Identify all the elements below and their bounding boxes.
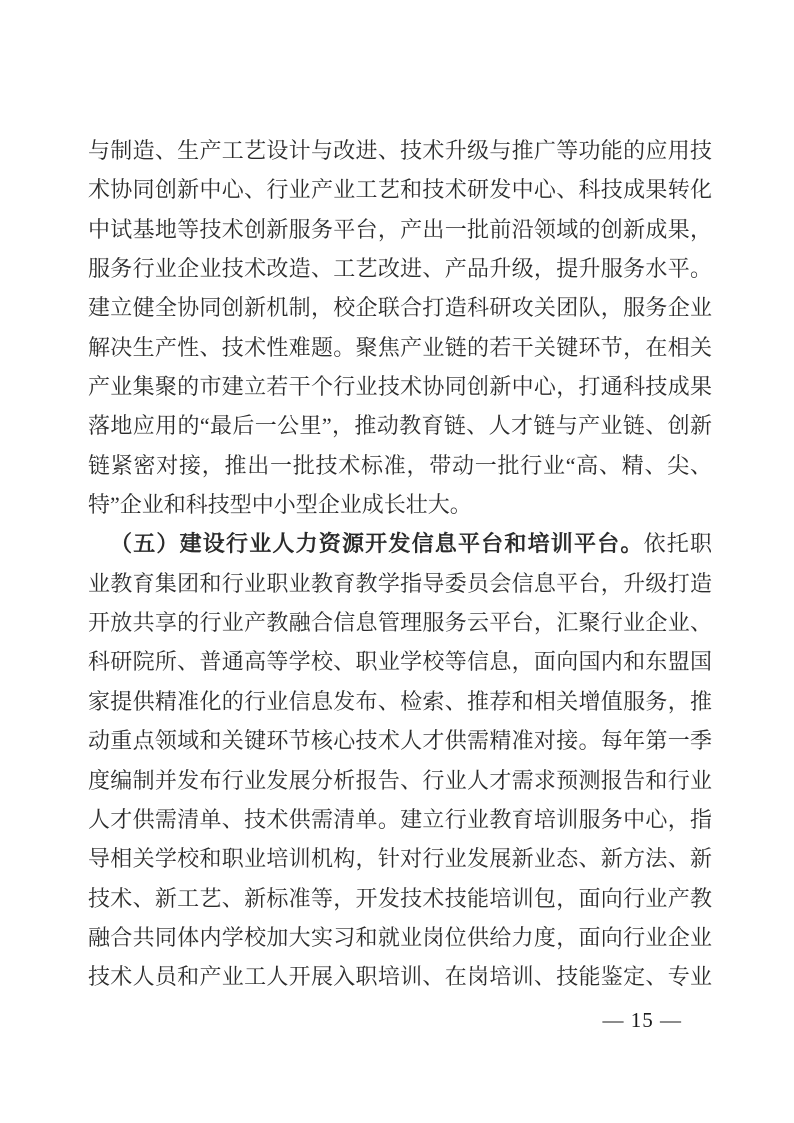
text-line: 链紧密对接，推出一批技术标准，带动一批行业“高、精、尖、 [88, 452, 712, 478]
section-heading-rest: 依托职 [643, 531, 712, 557]
text-line: 落地应用的“最后一公里”，推动教育链、人才链与产业链、创新 [88, 413, 712, 439]
text-line: 中试基地等技术创新服务平台，产出一批前沿领域的创新成果， [88, 216, 712, 242]
text-line: 动重点领域和关键环节核心技术人才供需精准对接。每年第一季 [88, 728, 712, 754]
text-line: 与制造、生产工艺设计与改进、技术升级与推广等功能的应用技 [88, 138, 712, 163]
text-line: 开放共享的行业产教融合信息管理服务云平台，汇聚行业企业、 [88, 610, 712, 636]
section-heading: （五）建设行业人力资源开发信息平台和培训平台。 [110, 531, 644, 557]
text-line: 技术、新工艺、新标准等，开发技术技能培训包，面向行业产教 [88, 885, 712, 911]
text-line: 融合共同体内学校加大实习和就业岗位供给力度，面向行业企业 [88, 924, 712, 950]
page-number: — 15 — [602, 1008, 682, 1032]
text-line: 术协同创新中心、行业产业工艺和技术研发中心、科技成果转化 [88, 177, 712, 203]
body-text [88, 131, 712, 997]
text-line: 度编制并发布行业发展分析报告、行业人才需求预测报告和行业 [88, 767, 712, 793]
text-line: 导相关学校和职业培训机构，针对行业发展新业态、新方法、新 [88, 846, 712, 872]
text-line: 服务行业企业技术改造、工艺改进、产品升级，提升服务水平。 [88, 256, 712, 282]
text-line: 技术人员和产业工人开展入职培训、在岗培训、技能鉴定、专业 [88, 964, 712, 990]
text-line: 科研院所、普通高等学校、职业学校等信息，面向国内和东盟国 [88, 649, 712, 675]
text-line: 家提供精准化的行业信息发布、检索、推荐和相关增值服务，推 [88, 688, 712, 714]
text-line: 解决生产性、技术性难题。聚焦产业链的若干关键环节，在相关 [88, 334, 712, 360]
section-heading-line [88, 524, 712, 563]
text-line: 人才供需清单、技术供需清单。建立行业教育培训服务中心，指 [88, 806, 712, 832]
text-line: 建立健全协同创新机制，校企联合打造科研攻关团队，服务企业 [88, 295, 712, 321]
text-line: 产业集聚的市建立若干个行业技术协同创新中心，打通科技成果 [88, 374, 712, 400]
text-line: 特”企业和科技型中小型企业成长壮大。 [88, 492, 472, 518]
text-line: 业教育集团和行业职业教育教学指导委员会信息平台，升级打造 [88, 570, 712, 596]
